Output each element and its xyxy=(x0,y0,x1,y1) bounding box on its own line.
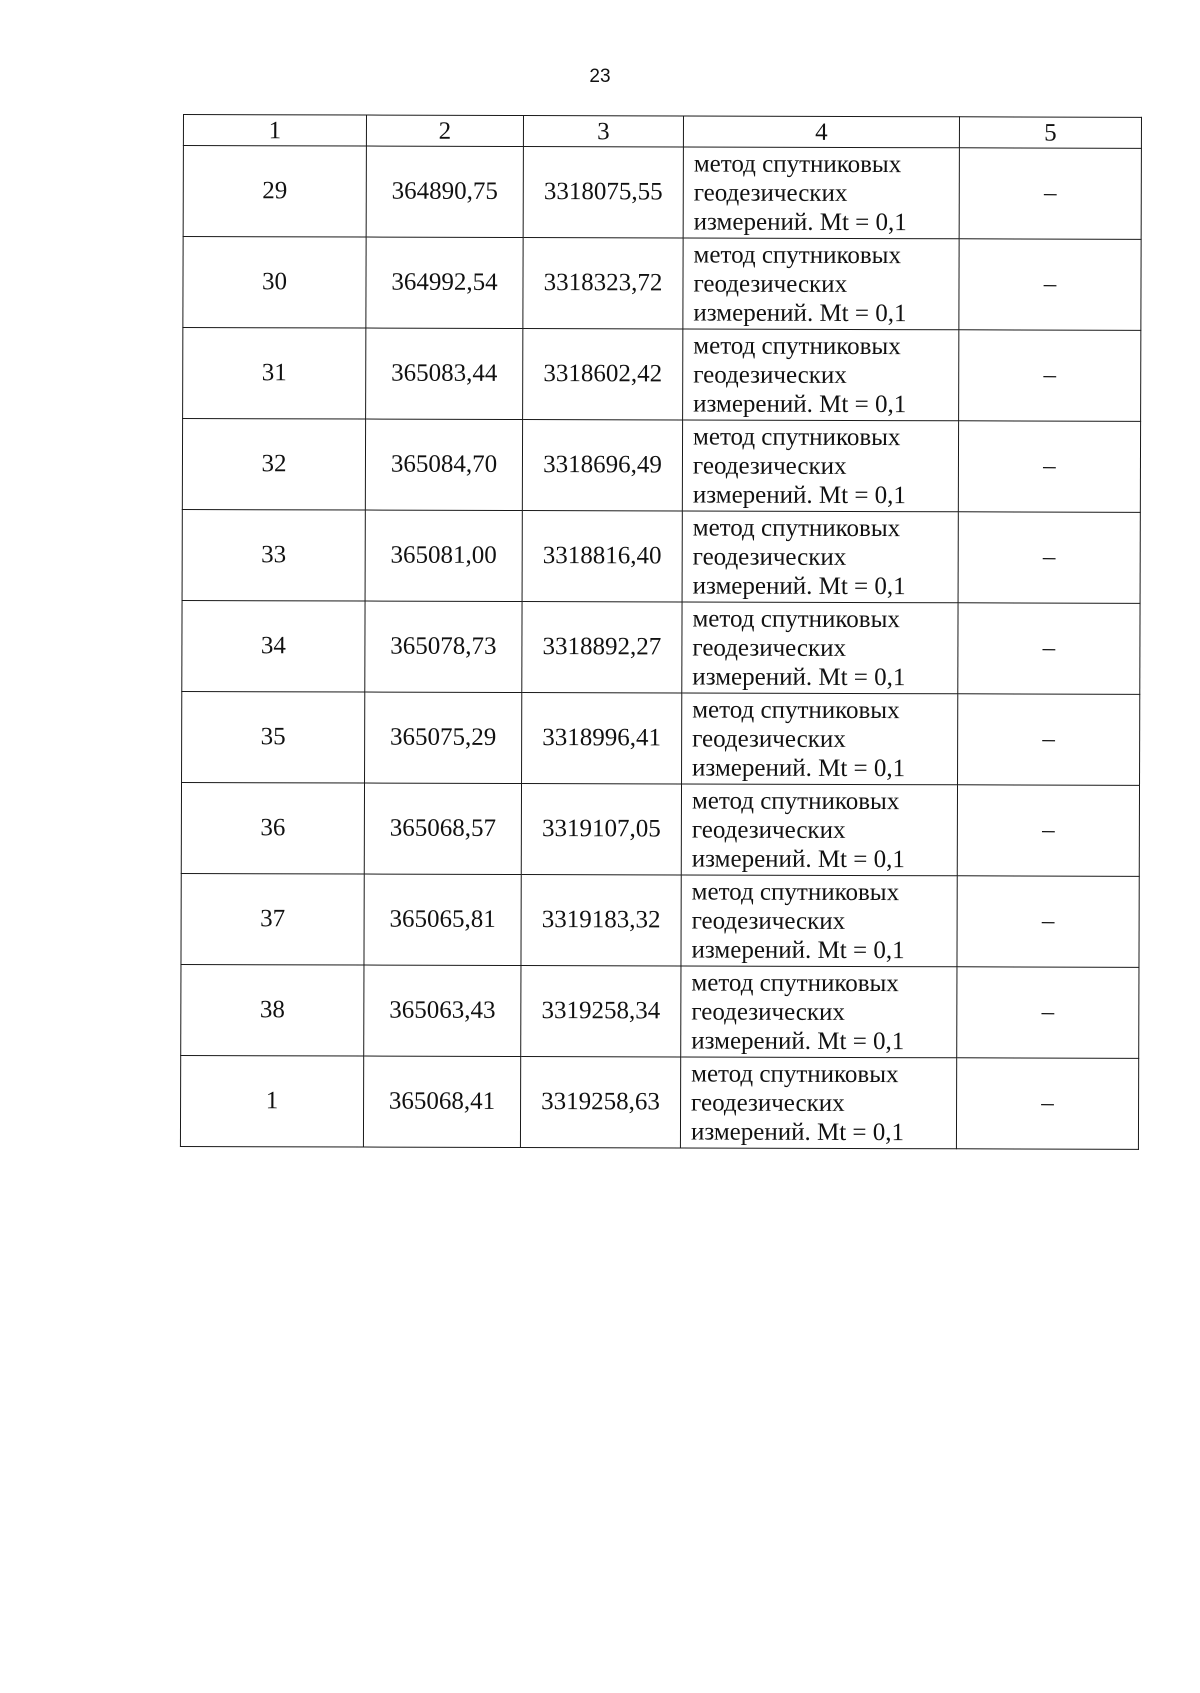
y-coordinate-cell: 3319258,34 xyxy=(521,966,681,1057)
method-cell xyxy=(683,147,959,239)
note-cell: – xyxy=(956,1058,1138,1150)
y-coordinate-cell: 3318602,42 xyxy=(523,329,683,420)
y-coordinate-cell: 3318323,72 xyxy=(523,238,683,329)
method-text-line: метод спутниковых xyxy=(691,1060,899,1088)
method-text-line: метод спутниковых xyxy=(691,969,899,997)
note-cell: – xyxy=(958,603,1140,695)
method-cell xyxy=(680,1057,956,1149)
x-coordinate-cell: 365083,44 xyxy=(366,328,523,419)
x-coordinate-cell: 365078,73 xyxy=(365,601,522,692)
point-number-cell: 32 xyxy=(182,419,365,511)
method-text-line: геодезических xyxy=(693,179,848,207)
column-header-5: 5 xyxy=(959,117,1141,149)
table-row xyxy=(182,691,1140,785)
method-text-line: метод спутниковых xyxy=(692,605,900,633)
method-text-line: геодезических xyxy=(692,452,847,480)
column-header-2: 2 xyxy=(366,115,523,146)
method-text-line: геодезических xyxy=(691,998,845,1026)
method-text-line: геодезических xyxy=(691,816,846,844)
y-coordinate-cell: 3318696,49 xyxy=(522,420,682,511)
coordinates-table xyxy=(180,114,1142,1150)
method-text-line: измерений. Mt = 0,1 xyxy=(692,572,906,600)
y-coordinate-cell: 3319107,05 xyxy=(521,784,681,875)
point-number-cell: 33 xyxy=(182,509,365,601)
x-coordinate-cell: 365075,29 xyxy=(365,692,522,783)
table-row xyxy=(181,964,1139,1058)
method-text-line: измерений. Mt = 0,1 xyxy=(691,1027,905,1055)
y-coordinate-cell: 3319183,32 xyxy=(521,875,681,966)
x-coordinate-cell: 365063,43 xyxy=(364,965,521,1056)
point-number-cell: 35 xyxy=(182,691,365,783)
note-cell: – xyxy=(959,330,1141,422)
method-text-line: измерений. Mt = 0,1 xyxy=(691,936,905,964)
note-cell: – xyxy=(958,421,1140,513)
method-text-line: измерений. Mt = 0,1 xyxy=(693,208,907,236)
column-header-1: 1 xyxy=(183,115,366,147)
point-number-cell: 29 xyxy=(183,146,366,238)
table-row xyxy=(182,509,1140,603)
note-cell: – xyxy=(957,785,1139,877)
method-cell xyxy=(681,784,957,876)
method-text-line: метод спутниковых xyxy=(691,787,900,815)
x-coordinate-cell: 364992,54 xyxy=(366,237,523,328)
y-coordinate-cell: 3318816,40 xyxy=(522,511,682,602)
point-number-cell: 38 xyxy=(181,964,364,1056)
method-cell xyxy=(682,420,958,512)
method-text-line: метод спутниковых xyxy=(693,150,902,178)
method-text-line: геодезических xyxy=(691,1089,845,1117)
x-coordinate-cell: 365068,57 xyxy=(364,783,521,874)
method-text-line: геодезических xyxy=(692,543,847,571)
point-number-cell: 36 xyxy=(181,782,364,874)
table-body xyxy=(180,115,1141,1150)
method-cell xyxy=(681,875,957,967)
note-cell: – xyxy=(957,967,1139,1059)
x-coordinate-cell: 365081,00 xyxy=(365,510,522,601)
method-text-line: измерений. Mt = 0,1 xyxy=(693,299,907,327)
table-row xyxy=(182,419,1140,513)
note-cell: – xyxy=(958,512,1140,604)
method-text-line: измерений. Mt = 0,1 xyxy=(692,663,906,691)
point-number-cell: 1 xyxy=(180,1055,363,1147)
method-text-line: метод спутниковых xyxy=(693,423,901,451)
table-row xyxy=(182,600,1140,694)
method-text-line: геодезических xyxy=(691,907,846,935)
point-number-cell: 37 xyxy=(181,873,364,965)
method-text-line: метод спутниковых xyxy=(693,332,901,360)
method-text-line: метод спутниковых xyxy=(693,241,902,269)
method-cell xyxy=(681,966,957,1058)
y-coordinate-cell: 3319258,63 xyxy=(520,1057,680,1148)
method-text-line: геодезических xyxy=(692,634,847,662)
note-cell: – xyxy=(958,694,1140,786)
table-header-row xyxy=(183,115,1141,149)
column-header-3: 3 xyxy=(523,116,683,147)
point-number-cell: 31 xyxy=(183,328,366,420)
method-text-line: измерений. Mt = 0,1 xyxy=(691,845,905,873)
y-coordinate-cell: 3318892,27 xyxy=(522,602,682,693)
method-cell xyxy=(682,693,958,785)
method-text-line: измерений. Mt = 0,1 xyxy=(692,754,906,782)
table-row xyxy=(183,146,1141,240)
method-text-line: измерений. Mt = 0,1 xyxy=(692,481,906,509)
note-cell: – xyxy=(959,148,1141,240)
method-cell xyxy=(682,511,958,603)
method-text-line: геодезических xyxy=(693,270,848,298)
method-cell xyxy=(682,602,958,694)
note-cell: – xyxy=(959,239,1141,331)
method-text-line: метод спутниковых xyxy=(692,696,900,724)
method-text-line: метод спутниковых xyxy=(691,878,900,906)
x-coordinate-cell: 365065,81 xyxy=(364,874,521,965)
method-cell xyxy=(683,238,959,330)
x-coordinate-cell: 365068,41 xyxy=(363,1056,520,1147)
table-row xyxy=(183,328,1141,422)
note-cell: – xyxy=(957,876,1139,968)
table-row xyxy=(181,873,1139,967)
column-header-4: 4 xyxy=(683,116,959,148)
method-text-line: измерений. Mt = 0,1 xyxy=(693,390,907,418)
method-text-line: метод спутниковых xyxy=(692,514,901,542)
table-row xyxy=(181,782,1139,876)
method-cell xyxy=(683,329,959,421)
x-coordinate-cell: 365084,70 xyxy=(365,419,522,510)
page-number: 23 xyxy=(589,66,611,87)
point-number-cell: 30 xyxy=(183,237,366,329)
method-text-line: геодезических xyxy=(692,725,846,753)
point-number-cell: 34 xyxy=(182,600,365,692)
y-coordinate-cell: 3318996,41 xyxy=(522,693,682,784)
method-text-line: геодезических xyxy=(693,361,847,389)
method-text-line: измерений. Mt = 0,1 xyxy=(690,1118,905,1146)
table-row xyxy=(180,1055,1138,1149)
y-coordinate-cell: 3318075,55 xyxy=(523,147,683,238)
x-coordinate-cell: 364890,75 xyxy=(366,146,523,237)
table-row xyxy=(183,237,1141,331)
